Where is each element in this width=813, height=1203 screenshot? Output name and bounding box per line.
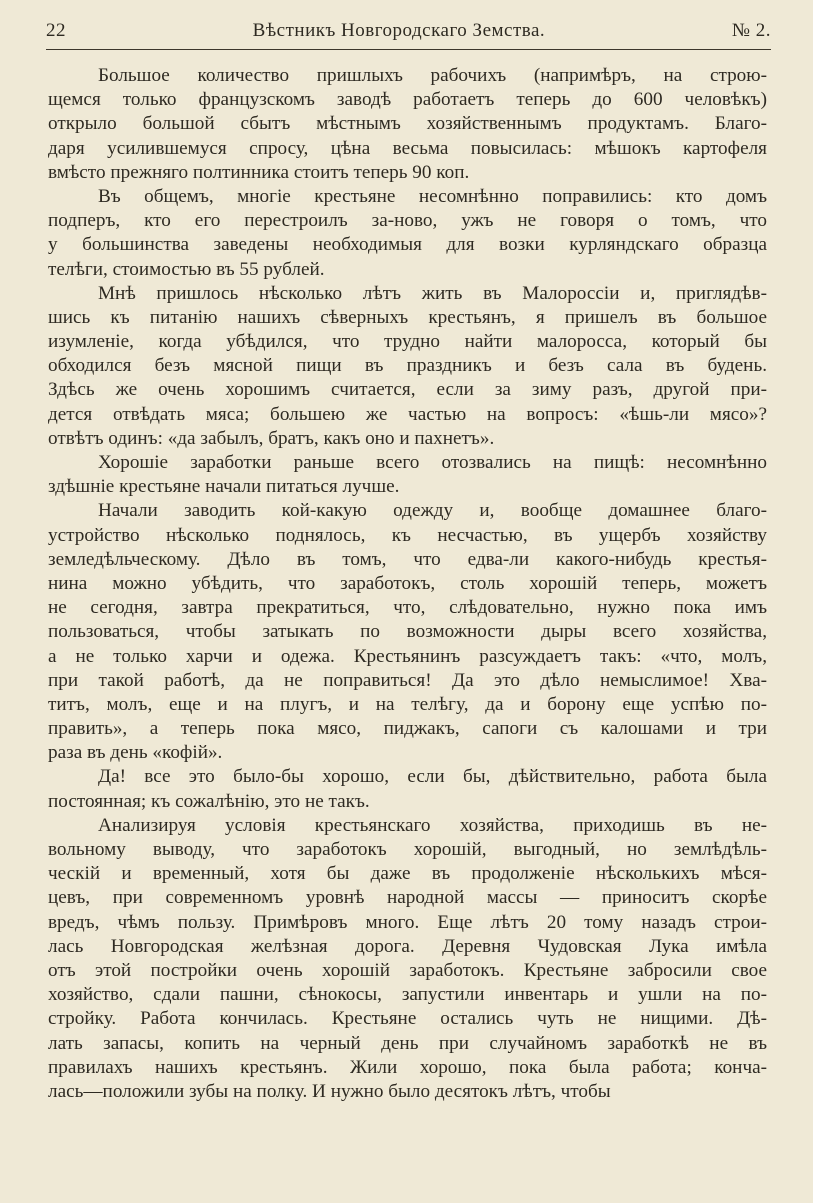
page-number: 22 — [46, 20, 66, 41]
text-line: хозяйство, сдали пашни, сѣнокосы, запустили инвентарь и ушли на по- — [48, 984, 767, 1006]
text-line: править», а теперь пока мясо, пиджакъ, сапоги съ калошами и три — [48, 718, 767, 740]
text-line: постоянная; къ сожалѣнію, это не такъ. — [48, 790, 370, 812]
text-line: Да! все это было-бы хорошо, если бы, дѣйствительно, работа была — [98, 766, 767, 788]
text-line: а не только харчи и одежа. Крестьянинъ разсуждаетъ такъ: «что, молъ, — [48, 645, 767, 667]
body-text — [48, 64, 767, 1104]
text-line: Анализируя условія крестьянскаго хозяйства, приходишь въ не- — [98, 814, 767, 836]
text-line: вмѣсто прежняго полтинника стоитъ теперь 90 коп. — [48, 161, 470, 183]
text-line: пользоваться, чтобы затыкать по возможности дыры всего хозяйства, — [48, 621, 767, 643]
text-line: шись къ питанію нашихъ сѣверныхъ крестьянъ, я пришелъ въ большое — [48, 306, 767, 328]
text-line: изумленіе, когда убѣдился, что трудно найти малоросса, который бы — [48, 331, 767, 353]
text-line: стройку. Работа кончилась. Крестьяне остались чуть не нищими. Дѣ- — [48, 1008, 767, 1030]
text-line: лать запасы, копить на черный день при случайномъ заработкѣ не въ — [48, 1032, 767, 1054]
text-line: Хорошіе заработки раньше всего отозвались на пищѣ: несомнѣнно — [98, 452, 767, 473]
text-line: цевъ, при современномъ уровнѣ народной массы — приноситъ скорѣе — [48, 887, 767, 909]
text-line: Большое количество пришлыхъ рабочихъ (напримѣръ, на строю- — [98, 65, 767, 86]
text-line: раза въ день «кофій». — [48, 742, 223, 764]
text-line: Въ общемъ, многіе крестьяне несомнѣнно поправились: кто домъ — [98, 185, 767, 207]
text-line: даря усилившемуся спросу, цѣна весьма повысилась: мѣшокъ картофеля — [48, 137, 767, 159]
text-line: дется отвѣдать мяса; большею же частью на вопросъ: «ѣшь-ли мясо»? — [48, 403, 767, 425]
text-line: не сегодня, завтра прекратиться, что, слѣдовательно, нужно пока имъ — [48, 597, 767, 619]
text-line: здѣшніе крестьяне начали питаться лучше. — [48, 476, 400, 498]
text-line: лась Новгородская желѣзная дорога. Деревня Чудовская Лука имѣла — [48, 935, 767, 957]
text-line: отъ этой постройки очень хорошій заработокъ. Крестьяне забросили свое — [48, 959, 767, 981]
text-line: обходился безъ мясной пищи въ праздникъ и безъ сала въ будень. — [48, 355, 767, 377]
text-line: земледѣльческому. Дѣло въ томъ, что едва-ли какого-нибудь крестья- — [48, 548, 767, 570]
text-line: Мнѣ пришлось нѣсколько лѣтъ жить въ Малороссіи и, приглядѣв- — [98, 282, 767, 304]
text-line: устройство нѣсколько поднялось, къ несчастью, въ ущербъ хозяйству — [48, 524, 767, 546]
text-line: вредъ, чѣмъ пользу. Примѣровъ много. Еще лѣтъ 20 тому назадъ строи- — [48, 911, 767, 933]
running-header — [46, 20, 771, 50]
text-line: правилахъ нашихъ крестьянъ. Жили хорошо, пока была работа; конча- — [48, 1056, 767, 1078]
text-line: Начали заводить кой-какую одежду и, вообще домашнее благо- — [98, 500, 767, 522]
text-line: отвѣтъ одинъ: «да забылъ, братъ, какъ оно и пахнетъ». — [48, 427, 495, 449]
text-line: щемся только французскомъ заводѣ работаетъ теперь до 600 человѣкъ) — [48, 89, 767, 111]
text-line: лась—положили зубы на полку. И нужно было десятокъ лѣтъ, чтобы — [48, 1080, 611, 1102]
text-line: нина можно убѣдить, что заработокъ, столь хорошій теперь, можетъ — [48, 572, 767, 594]
text-line: вольному выводу, что заработокъ хорошій, выгодный, но землѣдѣль- — [48, 839, 767, 860]
text-line: открыло большой сбытъ мѣстнымъ хозяйственнымъ продуктамъ. Благо- — [48, 113, 767, 135]
text-line: титъ, молъ, еще и на плугъ, и на телѣгу, да и борону еще успѣю по- — [48, 693, 767, 715]
text-line: у большинства заведены необходимыя для возки курляндскаго образца — [48, 234, 767, 256]
issue-number: № 2. — [731, 20, 771, 41]
text-line: ческій и временный, хотя бы даже въ продолженіе нѣсколькихъ мѣся- — [48, 863, 767, 885]
text-line: подперъ, кто его перестроилъ за-ново, ужъ не говоря о томъ, что — [48, 210, 767, 232]
header-rule — [46, 49, 771, 50]
text-line: Здѣсь же очень хорошимъ считается, если за зиму разъ, другой при- — [48, 379, 767, 401]
journal-title: Вѣстникъ Новгородскаго Земства. — [252, 20, 546, 41]
text-line: телѣги, стоимостью въ 55 рублей. — [48, 258, 325, 280]
text-line: при такой работѣ, да не поправиться! Да это дѣло немыслимое! Хва- — [48, 669, 767, 691]
